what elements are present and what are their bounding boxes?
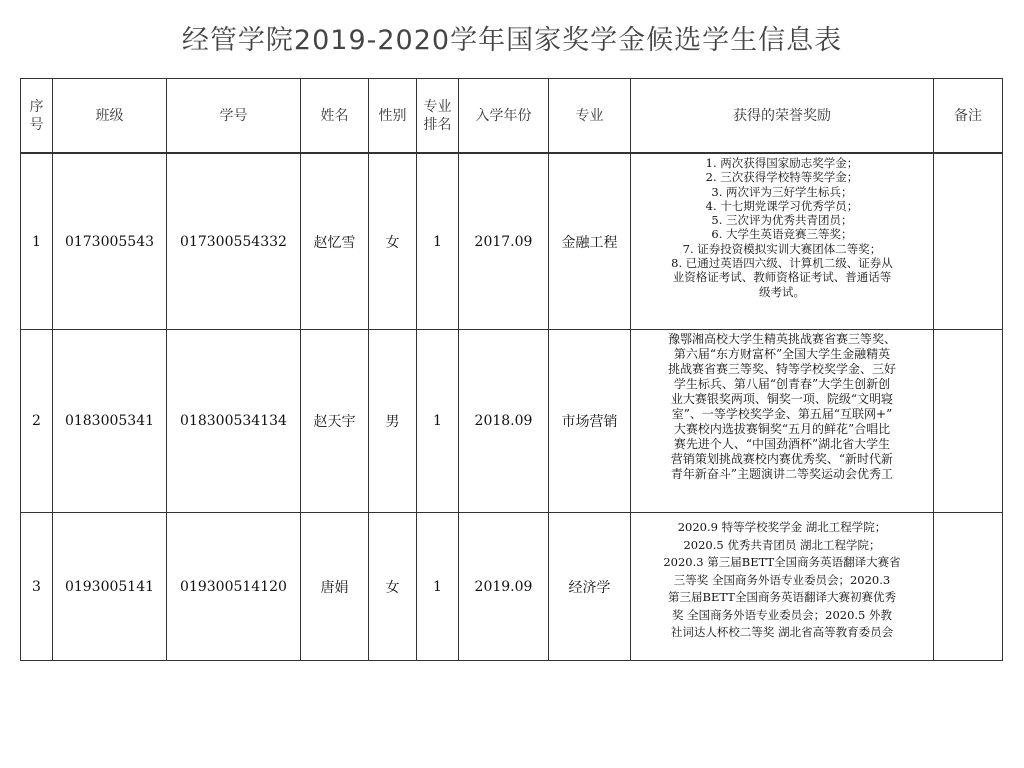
award-line: 6. 大学生英语竞赛三等奖； [711, 227, 853, 242]
header-index [21, 79, 53, 154]
row-gender: 男 [369, 330, 417, 513]
row-awards [631, 513, 934, 661]
award-line: 1. 两次获得国家励志奖学金； [705, 156, 859, 170]
header-index-label: 序号 [29, 98, 44, 133]
award-line: 大赛校内选拔赛铜奖“五月的鲜花”合唱比 [673, 422, 891, 436]
header-gender: 性别 [369, 79, 417, 154]
row-remark [934, 513, 1003, 661]
row-index: 3 [21, 513, 53, 661]
row-awards [631, 330, 934, 513]
row-major: 经济学 [549, 513, 631, 661]
award-line: 豫鄂湘高校大学生精英挑战赛省赛三等奖、 [667, 332, 896, 346]
header-class: 班级 [53, 79, 167, 154]
header-major: 专业 [549, 79, 631, 154]
header-student-id: 学号 [167, 79, 301, 154]
award-line: 2020.3 第三届BETT全国商务英语翻译大赛省 [663, 555, 901, 569]
award-line: 第六届“东方财富杯”全国大学生金融精英 [673, 347, 891, 361]
award-line: 2. 三次获得学校特等奖学金； [705, 170, 859, 185]
award-line: 社词达人杯校二等奖 湖北省高等教育委员会 [670, 625, 894, 639]
award-line: 青年新奋斗”主题演讲二等奖运动会优秀工 [670, 467, 894, 481]
row-enroll-year: 2017.09 [459, 153, 549, 330]
row-gender: 女 [369, 153, 417, 330]
award-line: 业大赛银奖两项、铜奖一项、院级“文明寝 [670, 392, 894, 406]
row-rank: 1 [417, 513, 459, 661]
award-line: 业资格证考试、教师资格证考试、普通话等 [672, 270, 892, 285]
award-line: 第三届BETT全国商务英语翻译大赛初赛优秀 [668, 590, 896, 604]
award-line: 4. 十七期党课学习优秀学员； [705, 198, 859, 213]
row-class: 0183005341 [53, 330, 167, 513]
award-line: 2020.5 优秀共青团员 湖北工程学院； [683, 537, 881, 552]
award-line: 级考试。 [759, 284, 805, 299]
row-index: 2 [21, 330, 53, 513]
row-name: 赵忆雪 [301, 153, 369, 330]
table-row [21, 330, 1003, 513]
award-line: 学生标兵、第八届“创青春”大学生创新创 [673, 377, 891, 391]
awards-list [631, 154, 933, 329]
award-line: 5. 三次评为优秀共青团员； [711, 213, 853, 228]
award-line: 赛先进个人、“中国劲酒杯”湖北省大学生 [673, 437, 891, 451]
row-rank: 1 [417, 330, 459, 513]
candidate-table [20, 78, 1003, 661]
row-rank: 1 [417, 153, 459, 330]
row-name: 赵天宇 [301, 330, 369, 513]
row-remark [934, 153, 1003, 330]
header-enroll-year: 入学年份 [459, 79, 549, 154]
award-line: 营销策划挑战赛校内赛优秀奖、“新时代新 [670, 452, 894, 466]
awards-list [631, 330, 933, 512]
header-rank-label: 专业排名 [423, 98, 452, 133]
table-row [21, 513, 1003, 661]
row-name: 唐娟 [301, 513, 369, 661]
row-enroll-year: 2018.09 [459, 330, 549, 513]
row-index: 1 [21, 153, 53, 330]
awards-list [631, 513, 933, 660]
row-awards [631, 153, 934, 330]
header-awards: 获得的荣誉奖励 [631, 79, 934, 154]
header-name: 姓名 [301, 79, 369, 154]
header-row [21, 79, 1003, 154]
award-line: 挑战赛省赛三等奖、特等学校奖学金、三好 [667, 362, 896, 376]
row-enroll-year: 2019.09 [459, 513, 549, 661]
row-major: 市场营销 [549, 330, 631, 513]
row-student-id: 018300534134 [167, 330, 301, 513]
award-line: 7. 证券投资模拟实训大赛团体二等奖； [682, 241, 882, 256]
header-remark: 备注 [934, 79, 1003, 154]
award-line: 室”、一等学校奖学金、第五届“互联网+” [671, 407, 893, 421]
row-student-id: 019300514120 [167, 513, 301, 661]
row-student-id: 017300554332 [167, 153, 301, 330]
row-class: 0193005141 [53, 513, 167, 661]
header-rank [417, 79, 459, 154]
row-major: 金融工程 [549, 153, 631, 330]
award-line: 奖 全国商务外语专业委员会；2020.5 外教 [671, 607, 893, 622]
award-line: 2020.9 特等学校奖学金 湖北工程学院； [677, 520, 887, 534]
page-title: 经管学院2019-2020学年国家奖学金候选学生信息表 [181, 25, 843, 56]
award-line: 3. 两次评为三好学生标兵； [711, 184, 853, 199]
award-line: 8. 已通过英语四六级、计算机二级、证券从 [671, 256, 893, 271]
row-gender: 女 [369, 513, 417, 661]
row-remark [934, 330, 1003, 513]
table-row [21, 153, 1003, 330]
row-class: 0173005543 [53, 153, 167, 330]
award-line: 三等奖 全国商务外语专业委员会；2020.3 [673, 572, 891, 587]
